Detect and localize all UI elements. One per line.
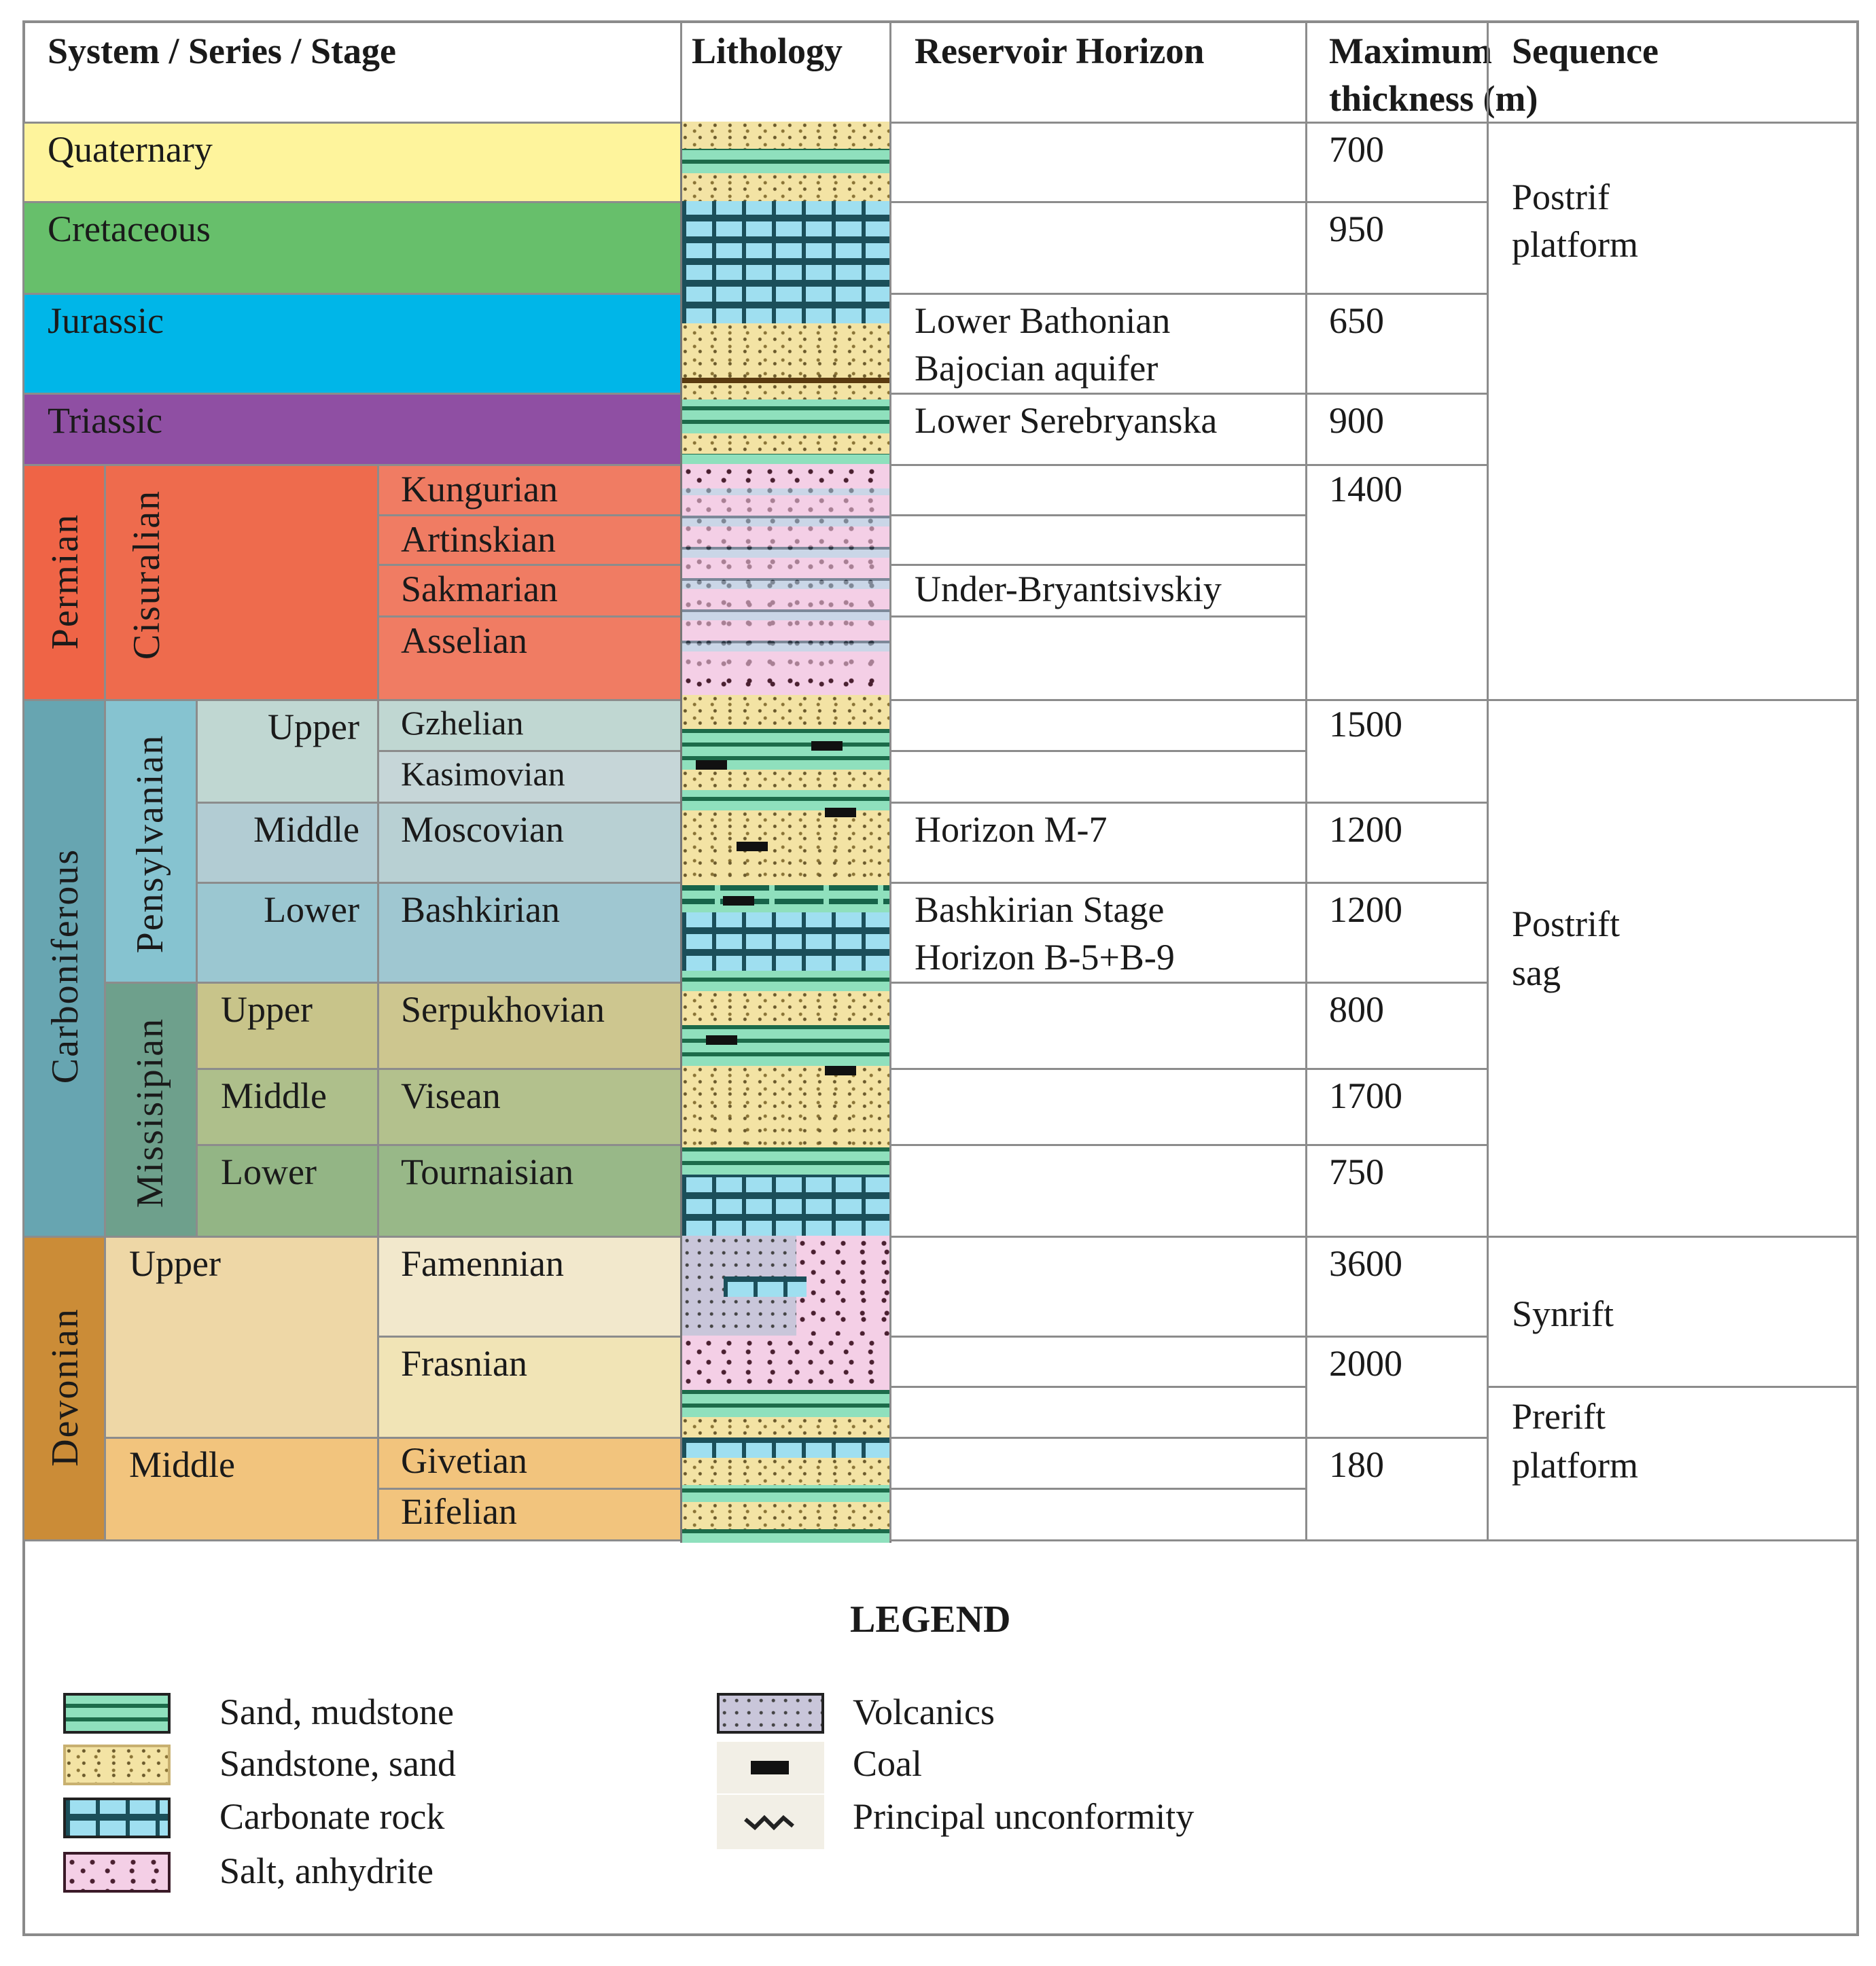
thickness-frasnian bbox=[1305, 1336, 1489, 1439]
litho-sand-mudstone-layer bbox=[682, 1025, 889, 1066]
litho-sandstone-layer bbox=[682, 383, 889, 399]
subseries-dev-middle bbox=[104, 1437, 379, 1541]
litho-sand-mudstone-layer bbox=[682, 454, 889, 464]
thickness-middle-devonian-value: 180 bbox=[1329, 1444, 1384, 1485]
system-triassic-label: Triassic bbox=[48, 400, 163, 441]
reservoir-famennian bbox=[889, 1236, 1307, 1338]
reservoir-frasnian-lower bbox=[889, 1386, 1307, 1439]
sand-mudstone-pattern-icon bbox=[63, 1693, 171, 1734]
header-sequence bbox=[1487, 20, 1859, 124]
thickness-middle-devonian bbox=[1305, 1437, 1489, 1541]
stage-kungurian-label: Kungurian bbox=[401, 469, 558, 510]
sequence-prerift-platform bbox=[1487, 1386, 1859, 1541]
litho-sand-mudstone-layer bbox=[682, 1485, 889, 1502]
thickness-visean-value: 1700 bbox=[1329, 1075, 1402, 1116]
reservoir-gzhelian bbox=[889, 699, 1307, 752]
unconformity-line bbox=[682, 378, 889, 383]
reservoir-triassic-label: Lower Serebryanska bbox=[915, 400, 1218, 441]
reservoir-asselian bbox=[889, 615, 1307, 701]
system-triassic bbox=[22, 393, 682, 466]
header-thickness-line1: Maximum bbox=[1329, 31, 1492, 71]
litho-sandstone-layer bbox=[682, 810, 889, 885]
stage-kungurian bbox=[377, 464, 682, 516]
system-cretaceous-label: Cretaceous bbox=[48, 209, 211, 249]
thickness-upper-penn bbox=[1305, 699, 1489, 804]
stage-frasnian-label: Frasnian bbox=[401, 1343, 527, 1384]
unconformity-legend-icon bbox=[717, 1795, 824, 1849]
thickness-quaternary-value: 700 bbox=[1329, 129, 1384, 170]
stage-visean-label: Visean bbox=[401, 1075, 501, 1116]
lithology-column bbox=[680, 122, 891, 1543]
reservoir-kungurian bbox=[889, 464, 1307, 516]
stage-visean bbox=[377, 1068, 682, 1146]
litho-salt-carbonate-layer bbox=[682, 488, 889, 672]
legend-label-sandstone: Sandstone, sand bbox=[219, 1743, 456, 1784]
reservoir-bashkirian-line1: Bashkirian Stage bbox=[915, 889, 1165, 930]
header-lithology-label: Lithology bbox=[692, 31, 843, 71]
thickness-tournaisian-value: 750 bbox=[1329, 1151, 1384, 1192]
stage-tournaisian-label: Tournaisian bbox=[401, 1151, 574, 1192]
thickness-frasnian-value: 2000 bbox=[1329, 1343, 1402, 1384]
subseries-miss-middle bbox=[196, 1068, 379, 1146]
legend-label-unconformity: Principal unconformity bbox=[853, 1796, 1194, 1837]
litho-sand-mudstone-layer bbox=[682, 971, 889, 991]
thickness-jurassic bbox=[1305, 293, 1489, 395]
thickness-bashkirian bbox=[1305, 882, 1489, 984]
stage-serpukhovian bbox=[377, 982, 682, 1070]
stage-moscovian bbox=[377, 802, 682, 884]
reservoir-jurassic-line2: Bajocian aquifer bbox=[915, 348, 1158, 389]
litho-carbonate-layer bbox=[682, 1437, 889, 1458]
litho-sandstone-layer bbox=[682, 122, 889, 149]
subseries-penn-lower-label: Lower bbox=[264, 889, 359, 930]
legend-label-carbonate: Carbonate rock bbox=[219, 1796, 445, 1837]
stage-artinskian-label: Artinskian bbox=[401, 519, 556, 560]
reservoir-cretaceous bbox=[889, 201, 1307, 295]
system-quaternary-label: Quaternary bbox=[48, 129, 213, 170]
header-thickness bbox=[1305, 20, 1538, 124]
subseries-penn-upper bbox=[196, 699, 379, 804]
thickness-upper-penn-value: 1500 bbox=[1329, 704, 1402, 745]
sequence-postrif-platform bbox=[1487, 122, 1859, 701]
subseries-penn-middle-label: Middle bbox=[253, 809, 359, 850]
coal-symbol bbox=[825, 1066, 856, 1075]
series-pensylvanian-label: Pensylvanian bbox=[129, 734, 171, 954]
litho-sandstone-layer bbox=[682, 770, 889, 790]
sequence-postrift-line1: Postrift bbox=[1512, 904, 1621, 944]
subseries-penn-lower bbox=[196, 882, 379, 984]
reservoir-visean bbox=[889, 1068, 1307, 1146]
subseries-miss-lower bbox=[196, 1144, 379, 1238]
subseries-dev-upper bbox=[104, 1236, 379, 1439]
system-jurassic bbox=[22, 293, 682, 395]
legend-label-sand-mudstone: Sand, mudstone bbox=[219, 1692, 454, 1732]
legend-section bbox=[22, 1539, 1859, 1936]
thickness-famennian-value: 3600 bbox=[1329, 1243, 1402, 1284]
reservoir-frasnian-upper bbox=[889, 1336, 1307, 1388]
litho-sand-mudstone-layer bbox=[682, 790, 889, 810]
litho-carbonate-layer bbox=[682, 1175, 889, 1236]
coal-symbol bbox=[706, 1035, 737, 1045]
litho-salt-layer bbox=[682, 1336, 889, 1390]
reservoir-sakmarian-label: Under-Bryantsivskiy bbox=[915, 569, 1222, 609]
reservoir-quaternary bbox=[889, 122, 1307, 203]
reservoir-eifelian bbox=[889, 1488, 1307, 1541]
thickness-permian-value: 1400 bbox=[1329, 469, 1402, 510]
system-devonian-label: Devonian bbox=[44, 1308, 86, 1467]
thickness-jurassic-value: 650 bbox=[1329, 300, 1384, 341]
stage-givetian bbox=[377, 1437, 682, 1490]
legend-title: LEGEND bbox=[850, 1598, 1011, 1641]
header-sequence-label: Sequence bbox=[1512, 31, 1659, 71]
stage-frasnian bbox=[377, 1336, 682, 1439]
stage-tournaisian bbox=[377, 1144, 682, 1238]
coal-symbol bbox=[811, 741, 843, 751]
litho-sandstone-layer bbox=[682, 1458, 889, 1485]
litho-sandstone-layer bbox=[682, 1417, 889, 1437]
litho-sandstone-layer bbox=[682, 323, 889, 378]
subseries-miss-upper-label: Upper bbox=[221, 989, 313, 1030]
litho-sand-mudstone-layer bbox=[682, 1390, 889, 1417]
sequence-postrif-line2: platform bbox=[1512, 224, 1638, 265]
litho-sandstone-layer bbox=[682, 1066, 889, 1147]
thickness-cretaceous bbox=[1305, 201, 1489, 295]
header-reservoir-label: Reservoir Horizon bbox=[915, 31, 1205, 71]
sequence-synrift-label: Synrift bbox=[1512, 1293, 1614, 1334]
thickness-bashkirian-value: 1200 bbox=[1329, 889, 1402, 930]
litho-carbonate-layer bbox=[724, 1276, 807, 1297]
thickness-moscovian bbox=[1305, 802, 1489, 884]
stage-serpukhovian-label: Serpukhovian bbox=[401, 989, 605, 1030]
legend-label-coal: Coal bbox=[853, 1743, 922, 1784]
carbonate-pattern-icon bbox=[63, 1798, 171, 1838]
litho-sandstone-layer bbox=[682, 991, 889, 1025]
system-permian-label: Permian bbox=[44, 513, 86, 650]
stage-gzhelian-label: Gzhelian bbox=[401, 704, 524, 742]
stage-famennian-label: Famennian bbox=[401, 1243, 564, 1284]
thickness-permian bbox=[1305, 464, 1489, 701]
stage-bashkirian bbox=[377, 882, 682, 984]
subseries-dev-upper-label: Upper bbox=[129, 1243, 221, 1284]
litho-sandstone-layer bbox=[682, 1502, 889, 1529]
reservoir-artinskian bbox=[889, 514, 1307, 566]
reservoir-kasimovian bbox=[889, 750, 1307, 804]
header-lithology bbox=[680, 20, 891, 124]
stage-moscovian-label: Moscovian bbox=[401, 809, 564, 850]
reservoir-tournaisian bbox=[889, 1144, 1307, 1238]
thickness-quaternary bbox=[1305, 122, 1489, 203]
volcanics-pattern-icon bbox=[717, 1693, 824, 1734]
stage-kasimovian bbox=[377, 750, 682, 804]
coal-symbol bbox=[737, 842, 768, 851]
thickness-tournaisian bbox=[1305, 1144, 1489, 1238]
thickness-serpukhovian-value: 800 bbox=[1329, 989, 1384, 1030]
litho-carbonate-layer bbox=[682, 912, 889, 971]
subseries-penn-upper-label: Upper bbox=[268, 707, 359, 747]
series-missisipian-label: Missisipian bbox=[129, 1017, 171, 1209]
stage-bashkirian-label: Bashkirian bbox=[401, 889, 560, 930]
stage-sakmarian bbox=[377, 564, 682, 618]
subseries-dev-middle-label: Middle bbox=[129, 1444, 235, 1485]
litho-sand-mudstone-layer bbox=[682, 1147, 889, 1175]
reservoir-bashkirian bbox=[889, 882, 1307, 984]
legend-label-volcanics: Volcanics bbox=[853, 1692, 995, 1732]
coal-symbol bbox=[825, 808, 856, 817]
litho-sand-mudstone-layer bbox=[682, 885, 889, 912]
sequence-postrif-line1: Postrif bbox=[1512, 177, 1610, 217]
series-cisuralian bbox=[104, 464, 379, 701]
thickness-famennian bbox=[1305, 1236, 1489, 1338]
reservoir-moscovian-label: Horizon M-7 bbox=[915, 809, 1108, 850]
litho-sand-mudstone-layer bbox=[682, 149, 889, 173]
sequence-synrift bbox=[1487, 1236, 1859, 1388]
stage-asselian-label: Asselian bbox=[401, 620, 527, 661]
reservoir-triassic bbox=[889, 393, 1307, 466]
stage-asselian bbox=[377, 615, 682, 701]
litho-carbonate-layer bbox=[682, 201, 889, 323]
system-jurassic-label: Jurassic bbox=[48, 300, 164, 341]
header-stratigraphy bbox=[22, 20, 682, 124]
sandstone-pattern-icon bbox=[63, 1745, 171, 1785]
reservoir-sakmarian bbox=[889, 564, 1307, 618]
reservoir-jurassic bbox=[889, 293, 1307, 395]
series-pensylvanian bbox=[104, 699, 198, 984]
stage-kasimovian-label: Kasimovian bbox=[401, 755, 565, 793]
system-permian bbox=[22, 464, 106, 701]
stage-eifelian bbox=[377, 1488, 682, 1541]
series-missisipian bbox=[104, 982, 198, 1238]
subseries-miss-middle-label: Middle bbox=[221, 1075, 327, 1116]
thickness-visean bbox=[1305, 1068, 1489, 1146]
thickness-triassic-value: 900 bbox=[1329, 400, 1384, 441]
system-devonian bbox=[22, 1236, 106, 1541]
header-stratigraphy-label: System / Series / Stage bbox=[48, 31, 396, 71]
coal-legend-icon bbox=[717, 1742, 824, 1793]
litho-sandstone-layer bbox=[682, 695, 889, 729]
thickness-serpukhovian bbox=[1305, 982, 1489, 1070]
reservoir-jurassic-line1: Lower Bathonian bbox=[915, 300, 1171, 341]
reservoir-bashkirian-line2: Horizon B-5+B-9 bbox=[915, 937, 1175, 978]
litho-sandstone-layer bbox=[682, 433, 889, 454]
salt-pattern-icon bbox=[63, 1852, 171, 1893]
thickness-cretaceous-value: 950 bbox=[1329, 209, 1384, 249]
stage-famennian bbox=[377, 1236, 682, 1338]
subseries-miss-lower-label: Lower bbox=[221, 1151, 317, 1192]
litho-sand-mudstone-layer bbox=[682, 399, 889, 433]
system-carboniferous bbox=[22, 699, 106, 1238]
coal-symbol bbox=[696, 760, 727, 770]
thickness-triassic bbox=[1305, 393, 1489, 466]
stage-sakmarian-label: Sakmarian bbox=[401, 569, 558, 609]
series-cisuralian-label: Cisuralian bbox=[126, 489, 168, 660]
sequence-prerift-line1: Prerift bbox=[1512, 1396, 1606, 1437]
system-carboniferous-label: Carboniferous bbox=[44, 848, 86, 1084]
system-cretaceous bbox=[22, 201, 682, 295]
stage-gzhelian bbox=[377, 699, 682, 752]
stage-artinskian bbox=[377, 514, 682, 566]
reservoir-givetian bbox=[889, 1437, 1307, 1490]
subseries-miss-upper bbox=[196, 982, 379, 1070]
sequence-prerift-line2: platform bbox=[1512, 1445, 1638, 1486]
litho-sandstone-layer bbox=[682, 173, 889, 201]
coal-symbol bbox=[723, 896, 754, 906]
stage-eifelian-label: Eifelian bbox=[401, 1491, 517, 1532]
header-thickness-line2: thickness (m) bbox=[1329, 78, 1538, 119]
reservoir-serpukhovian bbox=[889, 982, 1307, 1070]
sequence-postrift-sag bbox=[1487, 699, 1859, 1238]
system-quaternary bbox=[22, 122, 682, 203]
litho-salt-layer bbox=[796, 1236, 889, 1336]
reservoir-moscovian bbox=[889, 802, 1307, 884]
subseries-penn-middle bbox=[196, 802, 379, 884]
sequence-postrift-line2: sag bbox=[1512, 952, 1561, 993]
header-reservoir bbox=[889, 20, 1307, 124]
thickness-moscovian-value: 1200 bbox=[1329, 809, 1402, 850]
stage-givetian-label: Givetian bbox=[401, 1440, 527, 1481]
legend-label-salt: Salt, anhydrite bbox=[219, 1851, 433, 1891]
